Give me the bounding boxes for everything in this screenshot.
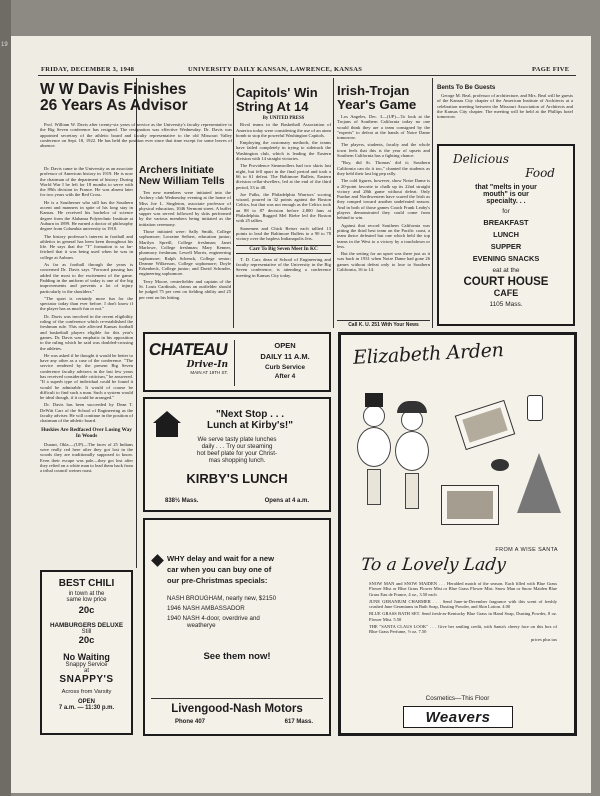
nash-headline: WHY delay and wait for a new bbox=[167, 554, 275, 563]
archers-story bbox=[139, 190, 231, 328]
snappys-line: at bbox=[83, 668, 89, 674]
carr-paragraph: T. D. Carr, dean of School of Engineering and faculty representative of the University in the Big Seven conference, is attending a conference meeting in Kansas City today. bbox=[236, 256, 331, 278]
kirbys-headline: Lunch at Kirby's!" bbox=[206, 420, 293, 431]
snappys-line: HAMBURGERS DELUXE bbox=[49, 622, 124, 629]
nash-divider bbox=[151, 698, 323, 699]
nash-item: NASH BROUGHAM, nearly new, $2150 bbox=[167, 595, 277, 602]
nash-item: 1946 NASH AMBASSADOR bbox=[167, 605, 245, 612]
snowman-body bbox=[357, 427, 391, 467]
archers-paragraph: Those initiated were: Sally Smith, College sophomore; Lorraine Seibert, education junior; Marilyn Spreill, College freshman; Janet Marlowe, College freshman; Mary Kenner, pharmacy freshman; Lewell Morris, engineering sophomore; Ralph Schenck, College senior; Deanne Wilkerson, College sophomore; Doyle Erkenbeck, College junior; and David Schruder, engineering sophomore. bbox=[139, 229, 231, 277]
snappys-line: OPEN bbox=[77, 699, 95, 705]
capitols-paragraph: The Providence Steamrollers had two skirts last night, but fell apart in the final period and took a 66 to 61 defeat. The Baltimore Bullets, Eastern division cellar-dwellers, led at the end of the third period, 53 to 48. bbox=[236, 163, 331, 190]
header-page-number: PAGE FIVE bbox=[532, 66, 570, 73]
snappys-line: BEST CHILI bbox=[58, 578, 115, 589]
capitols-headline bbox=[236, 86, 332, 113]
nash-dealer-name: Livengood-Nash Motors bbox=[171, 703, 303, 715]
chateau-logo bbox=[149, 340, 235, 386]
chateau-line: DAILY 11 A.M. bbox=[260, 352, 310, 361]
courthouse-name: CAFE bbox=[493, 288, 519, 298]
nash-see-now: See them now! bbox=[203, 651, 271, 662]
bents-paragraph: George M. Beal, professor of architecture, and Mrs. Beal will be guests of the Kansas City chapter of the American Institute of Architects at a celebration meeting between the Missouri Association of Architects and the Kansas City chapter. The meeting will be held at the Phillips hotel tomorrow. bbox=[437, 93, 573, 120]
scan-margin bbox=[0, 0, 11, 796]
chateau-line: OPEN bbox=[274, 341, 296, 350]
davis-headline-line1: W W Davis Finishes bbox=[40, 81, 187, 98]
nash-item: weatherye bbox=[187, 622, 216, 629]
snappys-line: in town at the bbox=[68, 591, 105, 597]
archers-paragraph: Ten new members were initiated into the Archery club Wednesday evening at the home of Miss Joe L. Singleton, associate professor of physical education, 1046 Vermont street. A buffet supper was served followed by skits performed by the various members being initiated as the initiation ceremony. bbox=[139, 190, 231, 227]
capitols-byline: By UNITED PRESS bbox=[262, 116, 305, 121]
courthouse-address: 1105 Mass. bbox=[489, 301, 523, 308]
irish-headline-line2: Year's Game bbox=[337, 96, 417, 112]
nash-address: 617 Mass. bbox=[284, 719, 313, 725]
courthouse-script: Delicious bbox=[453, 152, 510, 166]
bents-headline: Bents To Be Guests bbox=[437, 84, 496, 91]
irish-story bbox=[337, 114, 430, 318]
davis-story-column bbox=[40, 166, 133, 564]
kirbys-headline: "Next Stop . . . bbox=[215, 409, 285, 420]
huskies-headline: Huskies Are Redfaced Over Losing Way In Woods bbox=[41, 426, 132, 439]
snappys-line: No Waiting bbox=[63, 652, 110, 662]
courthouse-meal: LUNCH bbox=[493, 230, 519, 239]
kirbys-house-body-icon bbox=[156, 423, 178, 437]
snowmaiden-bonnet-icon bbox=[397, 401, 427, 413]
chateau-address: MAIN AT 19TH ST. bbox=[190, 370, 228, 375]
courthouse-line: for bbox=[502, 208, 510, 215]
snappys-line: Still bbox=[81, 629, 92, 635]
courthouse-ad bbox=[437, 144, 575, 326]
kirbys-ad bbox=[143, 397, 331, 512]
header-date: FRIDAY, DECEMBER 3, 1948 bbox=[41, 66, 135, 73]
davis-paragraph: Dr. Davis was involved in the recent eligibility ruling of the conference which re-established the freshman rule. This rule affected Kansas football and basketball players eligible for this year's games. Dr. Davis was emphatic in his opposition to the ruling which he said was doubled-crossing the athletes. bbox=[40, 313, 133, 351]
irish-headline bbox=[337, 84, 432, 112]
irish-paragraph: Against that record Southern California was pitting the third best team on the Pacific coast, a team thrice defeated but one which held the top teams in the West to a victory by a touchdown or less. bbox=[337, 222, 430, 249]
kirbys-address: 838½ Mass. bbox=[165, 498, 199, 504]
snowmaiden-body bbox=[395, 431, 429, 471]
header-rule bbox=[38, 75, 576, 76]
kirbys-house-icon bbox=[153, 411, 181, 423]
huskies-paragraph: Durant, Okla.—(UP)—The faces of 25 Indians were really red here after they got lost in the woods they are traditionally supposed to know. Even their escape was pale—they got lost after they relied on a white man to lead them back from a tribal council weiner roast. bbox=[40, 441, 133, 474]
arden-title: To a Lovely Lady bbox=[359, 555, 507, 575]
courthouse-name: COURT HOUSE bbox=[463, 276, 549, 288]
davis-lead bbox=[40, 122, 232, 164]
nash-footer bbox=[153, 719, 321, 725]
perfume-icon bbox=[527, 395, 543, 421]
column-rule bbox=[432, 78, 433, 328]
arden-tax-note: prices plus tax bbox=[531, 636, 557, 642]
christmas-tree-icon bbox=[517, 453, 561, 513]
arden-product: SNOW MAN and SNOW MAIDEN . . . Heralded match of the season. Each filled with Blue Grass Flower Mist or Blue Grass Flower Mist or Blue Grass Flower Mist. Snow Man or Snow Maiden Blue Grass Eau de France, 4 oz., 3.50 each bbox=[369, 581, 557, 597]
call-news-line: Call K. U. 251 With Your News bbox=[337, 320, 430, 328]
weavers-logo bbox=[403, 706, 513, 728]
weavers-name: Weavers bbox=[425, 709, 491, 726]
header-paper: UNIVERSITY DAILY KANSAN, LAWRENCE, KANSAS bbox=[188, 66, 363, 73]
margin-mark: 19 bbox=[1, 42, 8, 48]
davis-paragraph: Dr. Davis has been succeeded by Dean T. DeWitt Carr of the School of Engineering as the faculty adviser. He will continue in the position of chairman of the athletic board. bbox=[40, 402, 133, 424]
holly-icon bbox=[491, 459, 509, 471]
chateau-ad bbox=[143, 332, 331, 392]
chateau-hours bbox=[241, 341, 329, 380]
snappys-ad bbox=[40, 570, 133, 735]
capitols-paragraph: Joe Fulks, the Philadelphia Warriors' scoring wizard, poured in 32 points against the Boston Celtics, but that was not enough as the Celtics took an 88 to 87 decision before 2,800 fans at Philadelphia. Rugged Mel Riebe led the Boston with 25 tallies. bbox=[236, 191, 331, 224]
arden-product: BLUE GRASS BATH SET. Send fresh-as-Kentucky Blue Grass in Hand Soap, Dusting Powder, 8 oz. Flower Mist. 5.50 bbox=[369, 611, 557, 622]
arden-product: JUNE GERANIUM CHARMER . . . Send June-in-December fragrance with this scent of freshly crushed June Geraniums in Bath Soap, Dusting Powder, and Skin Lotion. 4.00 bbox=[369, 598, 557, 610]
nash-phone: Phone 407 bbox=[175, 719, 206, 725]
arden-cosmetics: Cosmetics—This Floor bbox=[425, 695, 490, 702]
archers-headline-line2: New William Tells bbox=[139, 175, 225, 187]
nash-item: 1940 NASH 4-door, overdrive and bbox=[167, 615, 260, 622]
davis-paragraph: He was asked if he thought it would be better to have any other as a case of the conference. "The service rendered by the present Big Seven conference faculty advisers in the last few years has received considerable criticism," he answered. "If a superb type of individual could be found it would be admirable. It would of course be difficult to find such a man. Such a system would be ideal though, if it could be arranged." bbox=[40, 352, 133, 401]
archers-headline bbox=[139, 166, 233, 188]
kirbys-body: We serve tasty plate lunches bbox=[197, 436, 277, 443]
courthouse-meal: EVENING SNACKS bbox=[472, 254, 540, 263]
chateau-line: After 4 bbox=[274, 373, 296, 380]
davis-paragraph: Dr. Davis came to the University as an associate professor of American history in 1919. He is now the chairman of the department of history. During World War I he left for 18 months to serve with the 89th division in France. He was absent later for two years with the Red Cross. bbox=[40, 166, 133, 198]
column-rule bbox=[333, 78, 334, 328]
chateau-line: Curb Service bbox=[264, 364, 306, 371]
irish-paragraph: The cold figures, however, show Notre Dame is a 20-point favorite to chalk up its 22nd straight victory and 28th game without defeat. Only Purdue and Northwestern have scared the Irish as they romped toward another undefeated season. And in both of those games Coach Frank Leahy's players demonstrated they could come from behind to win. bbox=[337, 178, 430, 221]
snappys-line: Across from Varsity bbox=[61, 689, 112, 695]
irish-paragraph: The players, students, faculty and the whole town feels that this is the year of upsets and Southern California has a fighting chance. bbox=[337, 142, 430, 159]
capitols-headline-line2: String At 14 bbox=[236, 98, 309, 114]
irish-paragraph: But the setting for an upset was there just as it was back in 1931 when Notre Dame had gone 26 games without defeat only to lose to Southern California, 16 to 14. bbox=[337, 251, 430, 273]
arden-brand: Elizabeth Arden bbox=[352, 339, 505, 369]
nash-ad bbox=[143, 518, 331, 736]
bath-box-lid-icon bbox=[447, 491, 493, 519]
davis-paragraph: "The sport is certainly more fun for the spectator today than ever before. I don't know if the player has as much fun or not." bbox=[40, 295, 133, 312]
courthouse-meal: SUPPER bbox=[490, 242, 522, 251]
kirbys-name: KIRBY'S LUNCH bbox=[186, 471, 288, 486]
kirbys-footer bbox=[151, 498, 323, 504]
snappys-price: 20c bbox=[78, 635, 95, 646]
arden-copy bbox=[369, 581, 557, 691]
capitols-paragraph: Stonemen and Chick Reiser each tallied 13 points to lead the Baltimore Bullets to a 90 to 78 victory over the hapless Indianapolis Jets. bbox=[236, 225, 331, 242]
capitols-paragraph: Employing the customary methods, the teams have failed completely in trying to sidetrack the Washington club, which is leading the Eastern division with 14 straight victories. bbox=[236, 140, 331, 162]
davis-paragraph: As far as football through the years is concerned Dr. Davis says "Forward passing has added the most to the excitement of the game. Padding in the uniform of today is one of the big improvements and prevents a lot of injury particularly to the shoulders." bbox=[40, 262, 133, 294]
capitols-paragraph: Rival teams in the Basketball Association of America today were considering the use of an atom bomb to stop the powerful Washington Capitols. bbox=[236, 122, 331, 138]
archers-paragraph: Terry Moore, centerfielder and captain of the St. Louis Cardinals, claims an outfielder should be judged 75 per cent on fielding ability and 25 per cent on his hitting. bbox=[139, 278, 231, 300]
kirbys-body: mas shopping lunch. bbox=[208, 457, 266, 464]
courthouse-line: mouth" is our bbox=[483, 191, 529, 198]
davis-headline bbox=[40, 82, 240, 115]
snappys-hours: 7 a.m. — 11:30 p.m. bbox=[58, 705, 115, 711]
courthouse-script: Food bbox=[525, 166, 555, 180]
column-rule bbox=[233, 78, 234, 328]
carr-headline: Carr To Big Seven Meet In KC bbox=[236, 245, 331, 254]
snappys-line: same low price bbox=[66, 597, 107, 603]
capitols-headline-line1: Capitols' Win bbox=[236, 85, 318, 100]
kirbys-body: hot beef plate for your Christ- bbox=[196, 450, 278, 457]
arden-product: THE "SANTA CLAUS LOOK" . . . Give her smiling credit, with Santa's cheery face on this box of Blue Grass Perfume, ½ oz. 7.50 bbox=[369, 624, 557, 635]
irish-paragraph: Los Angeles, Dec. 3—(UP)—To look at the Trojans of Southern California today no one would think they are a team consigned by the "experts" to defeat at the hands of Notre Dame tomorrow. bbox=[337, 114, 430, 141]
snappys-price: 20c bbox=[78, 605, 95, 616]
courthouse-line: specialty. . . bbox=[486, 198, 526, 205]
kirbys-hours: Opens at 4 a.m. bbox=[264, 498, 309, 504]
chateau-name: CHATEAU bbox=[147, 340, 229, 359]
snowmaiden-bottle-icon bbox=[405, 473, 419, 509]
courthouse-line: that "melts in your bbox=[475, 184, 537, 191]
bents-story bbox=[437, 93, 573, 143]
irish-paragraph: "Boy, did St. Thomas' did it; Southern California can do it too," chanted the students as they held their last big pep rally. bbox=[337, 160, 430, 176]
courthouse-meal: BREAKFAST bbox=[483, 218, 529, 227]
davis-paragraph: Prof. William W. Davis after twenty-six years of service as the University's faculty representative to the Big Seven conference has resigned. The resignation was effective Wednesday. Dr. Davis was appointed secretary of the athletic board and faculty representative to the old Missouri Valley conference on Sept. 18, 1922. He has held the position ever since that time except for some leaves of absence. bbox=[40, 122, 232, 149]
snappys-name: SNAPPY'S bbox=[59, 674, 114, 685]
snappys-line: Snappy Service bbox=[65, 662, 108, 668]
arden-ad bbox=[338, 332, 577, 736]
chateau-sub: Drive-In bbox=[186, 360, 228, 370]
nash-headline: our pre-Christmas specials: bbox=[167, 576, 268, 585]
davis-headline-line2: 26 Years As Advisor bbox=[40, 97, 188, 115]
irish-headline-line1: Irish-Trojan bbox=[337, 83, 410, 98]
davis-paragraph: He is a Southerner who still has the Southern accent and manners in spite of his long stay in Kansas. He received his bachelor of science degree from the Alabama Polytechnic Institute at Auburn in 1899. He earned a doctor of philosophy degree from Columbia university in 1910. bbox=[40, 199, 133, 232]
kirbys-body: daily . . . Try our steaming bbox=[201, 443, 273, 450]
snowman-head bbox=[363, 405, 385, 427]
arden-from-santa: FROM A WISE SANTA bbox=[495, 547, 558, 553]
davis-paragraph: The history professor's interest in football and athletics in general has been keen throughout his life. He says that the "T" formation is so far-fetched that it was being used when he was in college at Auburn. bbox=[40, 233, 133, 260]
archers-headline-line1: Archers Initiate bbox=[139, 165, 214, 176]
snowman-illustration bbox=[355, 385, 445, 535]
snowman-bottle-icon bbox=[367, 469, 381, 505]
nash-headline: car when you can buy one of bbox=[167, 565, 272, 574]
capitols-story bbox=[236, 115, 331, 325]
snowman-hat-icon bbox=[365, 393, 383, 407]
courthouse-line: eat at the bbox=[492, 267, 520, 274]
